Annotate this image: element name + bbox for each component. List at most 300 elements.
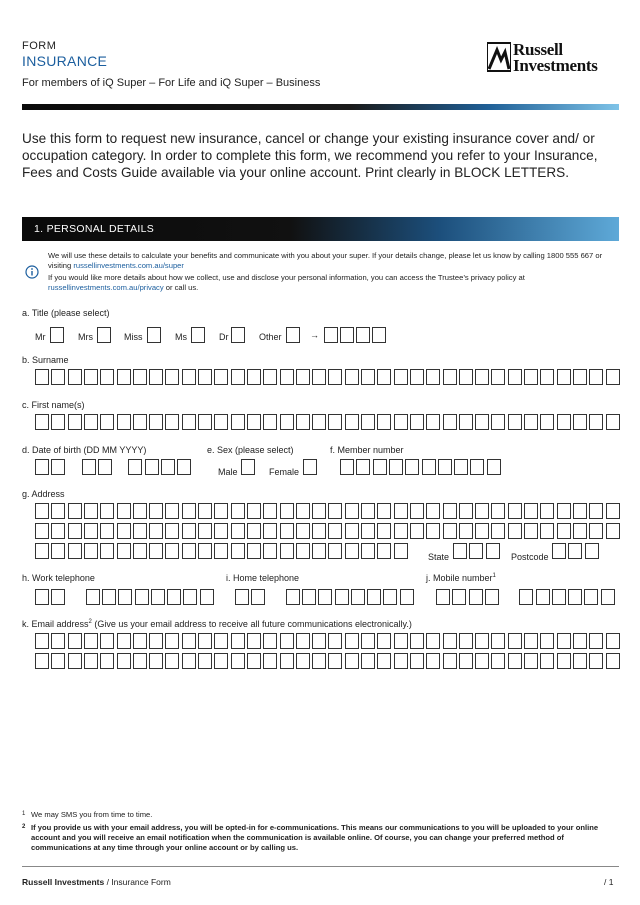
address-char-box[interactable] xyxy=(280,543,294,559)
work-phone-char-box[interactable] xyxy=(183,589,197,605)
dob-char-box[interactable] xyxy=(177,459,191,475)
email-char-box[interactable] xyxy=(35,633,49,649)
email-char-box[interactable] xyxy=(606,633,620,649)
first-name-char-box[interactable] xyxy=(68,414,82,430)
home-phone-char-box[interactable] xyxy=(302,589,316,605)
address-char-box[interactable] xyxy=(247,503,261,519)
other-title-box[interactable] xyxy=(356,327,370,343)
address-char-box[interactable] xyxy=(345,523,359,539)
postcode-char-box[interactable] xyxy=(552,543,566,559)
email-char-box[interactable] xyxy=(410,653,424,669)
address-char-box[interactable] xyxy=(214,543,228,559)
email-char-box[interactable] xyxy=(491,633,505,649)
email-char-box[interactable] xyxy=(296,653,310,669)
first-name-char-box[interactable] xyxy=(377,414,391,430)
email-char-box[interactable] xyxy=(149,633,163,649)
surname-char-box[interactable] xyxy=(280,369,294,385)
surname-char-box[interactable] xyxy=(247,369,261,385)
address-char-box[interactable] xyxy=(296,523,310,539)
email-char-box[interactable] xyxy=(557,653,571,669)
address-char-box[interactable] xyxy=(100,523,114,539)
member-number-char-box[interactable] xyxy=(422,459,436,475)
address-char-box[interactable] xyxy=(410,503,424,519)
dob-char-box[interactable] xyxy=(51,459,65,475)
member-number-char-box[interactable] xyxy=(438,459,452,475)
address-char-box[interactable] xyxy=(84,523,98,539)
address-char-box[interactable] xyxy=(540,503,554,519)
member-number-char-box[interactable] xyxy=(487,459,501,475)
address-char-box[interactable] xyxy=(165,523,179,539)
address-char-box[interactable] xyxy=(394,503,408,519)
address-char-box[interactable] xyxy=(606,503,620,519)
email-char-box[interactable] xyxy=(68,653,82,669)
address-char-box[interactable] xyxy=(410,523,424,539)
email-char-box[interactable] xyxy=(524,653,538,669)
member-number-char-box[interactable] xyxy=(454,459,468,475)
work-phone-char-box[interactable] xyxy=(86,589,100,605)
email-char-box[interactable] xyxy=(117,633,131,649)
title-mr-checkbox[interactable] xyxy=(50,327,64,343)
email-char-box[interactable] xyxy=(394,653,408,669)
first-name-char-box[interactable] xyxy=(589,414,603,430)
surname-char-box[interactable] xyxy=(540,369,554,385)
email-char-box[interactable] xyxy=(410,633,424,649)
member-number-char-box[interactable] xyxy=(389,459,403,475)
first-name-char-box[interactable] xyxy=(557,414,571,430)
address-char-box[interactable] xyxy=(133,503,147,519)
work-phone-char-box[interactable] xyxy=(35,589,49,605)
email-char-box[interactable] xyxy=(345,653,359,669)
address-char-box[interactable] xyxy=(524,503,538,519)
title-miss-checkbox[interactable] xyxy=(147,327,161,343)
surname-char-box[interactable] xyxy=(133,369,147,385)
work-phone-char-box[interactable] xyxy=(51,589,65,605)
address-char-box[interactable] xyxy=(247,523,261,539)
address-char-box[interactable] xyxy=(345,503,359,519)
email-char-box[interactable] xyxy=(296,633,310,649)
email-char-box[interactable] xyxy=(280,633,294,649)
address-char-box[interactable] xyxy=(35,523,49,539)
email-char-box[interactable] xyxy=(573,633,587,649)
address-char-box[interactable] xyxy=(51,523,65,539)
address-char-box[interactable] xyxy=(573,503,587,519)
home-phone-char-box[interactable] xyxy=(251,589,265,605)
email-char-box[interactable] xyxy=(214,653,228,669)
surname-char-box[interactable] xyxy=(508,369,522,385)
first-name-char-box[interactable] xyxy=(84,414,98,430)
first-name-char-box[interactable] xyxy=(198,414,212,430)
first-name-char-box[interactable] xyxy=(491,414,505,430)
address-char-box[interactable] xyxy=(394,543,408,559)
email-char-box[interactable] xyxy=(149,653,163,669)
surname-char-box[interactable] xyxy=(198,369,212,385)
email-char-box[interactable] xyxy=(312,633,326,649)
dob-char-box[interactable] xyxy=(82,459,96,475)
address-char-box[interactable] xyxy=(377,523,391,539)
surname-char-box[interactable] xyxy=(606,369,620,385)
address-char-box[interactable] xyxy=(443,503,457,519)
email-char-box[interactable] xyxy=(182,653,196,669)
privacy-link[interactable]: russellinvestments.com.au/privacy xyxy=(48,283,164,292)
surname-char-box[interactable] xyxy=(165,369,179,385)
dob-char-box[interactable] xyxy=(128,459,142,475)
email-char-box[interactable] xyxy=(165,633,179,649)
first-name-char-box[interactable] xyxy=(312,414,326,430)
first-name-char-box[interactable] xyxy=(149,414,163,430)
first-name-char-box[interactable] xyxy=(361,414,375,430)
address-char-box[interactable] xyxy=(100,543,114,559)
first-name-char-box[interactable] xyxy=(51,414,65,430)
email-char-box[interactable] xyxy=(589,633,603,649)
surname-char-box[interactable] xyxy=(100,369,114,385)
surname-char-box[interactable] xyxy=(573,369,587,385)
work-phone-char-box[interactable] xyxy=(135,589,149,605)
address-char-box[interactable] xyxy=(182,503,196,519)
address-char-box[interactable] xyxy=(51,503,65,519)
address-char-box[interactable] xyxy=(198,503,212,519)
email-char-box[interactable] xyxy=(394,633,408,649)
address-char-box[interactable] xyxy=(361,523,375,539)
address-char-box[interactable] xyxy=(182,523,196,539)
email-char-box[interactable] xyxy=(361,653,375,669)
mobile-char-box[interactable] xyxy=(601,589,615,605)
mobile-char-box[interactable] xyxy=(552,589,566,605)
email-char-box[interactable] xyxy=(231,653,245,669)
first-name-char-box[interactable] xyxy=(345,414,359,430)
postcode-char-box[interactable] xyxy=(585,543,599,559)
address-char-box[interactable] xyxy=(149,503,163,519)
email-char-box[interactable] xyxy=(491,653,505,669)
email-char-box[interactable] xyxy=(84,653,98,669)
title-dr-checkbox[interactable] xyxy=(231,327,245,343)
address-char-box[interactable] xyxy=(312,523,326,539)
address-char-box[interactable] xyxy=(280,523,294,539)
address-char-box[interactable] xyxy=(231,503,245,519)
email-char-box[interactable] xyxy=(573,653,587,669)
dob-char-box[interactable] xyxy=(35,459,49,475)
surname-char-box[interactable] xyxy=(475,369,489,385)
surname-char-box[interactable] xyxy=(459,369,473,385)
email-char-box[interactable] xyxy=(84,633,98,649)
address-char-box[interactable] xyxy=(573,523,587,539)
email-char-box[interactable] xyxy=(443,653,457,669)
first-name-char-box[interactable] xyxy=(606,414,620,430)
email-char-box[interactable] xyxy=(475,653,489,669)
address-char-box[interactable] xyxy=(100,503,114,519)
address-char-box[interactable] xyxy=(377,543,391,559)
sex-male-checkbox[interactable] xyxy=(241,459,255,475)
email-char-box[interactable] xyxy=(524,633,538,649)
other-title-box[interactable] xyxy=(340,327,354,343)
address-char-box[interactable] xyxy=(345,543,359,559)
work-phone-char-box[interactable] xyxy=(118,589,132,605)
email-char-box[interactable] xyxy=(361,633,375,649)
surname-char-box[interactable] xyxy=(328,369,342,385)
email-char-box[interactable] xyxy=(540,633,554,649)
email-char-box[interactable] xyxy=(312,653,326,669)
first-name-char-box[interactable] xyxy=(133,414,147,430)
email-char-box[interactable] xyxy=(133,633,147,649)
address-char-box[interactable] xyxy=(280,503,294,519)
address-char-box[interactable] xyxy=(149,523,163,539)
address-char-box[interactable] xyxy=(540,523,554,539)
first-name-char-box[interactable] xyxy=(443,414,457,430)
address-char-box[interactable] xyxy=(491,523,505,539)
home-phone-char-box[interactable] xyxy=(351,589,365,605)
email-char-box[interactable] xyxy=(508,653,522,669)
work-phone-char-box[interactable] xyxy=(200,589,214,605)
address-char-box[interactable] xyxy=(589,503,603,519)
address-char-box[interactable] xyxy=(524,523,538,539)
first-name-char-box[interactable] xyxy=(100,414,114,430)
work-phone-char-box[interactable] xyxy=(151,589,165,605)
email-char-box[interactable] xyxy=(263,653,277,669)
dob-char-box[interactable] xyxy=(145,459,159,475)
surname-char-box[interactable] xyxy=(117,369,131,385)
home-phone-char-box[interactable] xyxy=(367,589,381,605)
first-name-char-box[interactable] xyxy=(508,414,522,430)
address-char-box[interactable] xyxy=(606,523,620,539)
address-char-box[interactable] xyxy=(296,503,310,519)
surname-char-box[interactable] xyxy=(394,369,408,385)
address-char-box[interactable] xyxy=(589,523,603,539)
first-name-char-box[interactable] xyxy=(410,414,424,430)
dob-char-box[interactable] xyxy=(98,459,112,475)
email-char-box[interactable] xyxy=(459,633,473,649)
email-char-box[interactable] xyxy=(328,633,342,649)
first-name-char-box[interactable] xyxy=(573,414,587,430)
dob-char-box[interactable] xyxy=(161,459,175,475)
first-name-char-box[interactable] xyxy=(475,414,489,430)
address-char-box[interactable] xyxy=(68,543,82,559)
address-char-box[interactable] xyxy=(296,543,310,559)
email-char-box[interactable] xyxy=(540,653,554,669)
address-char-box[interactable] xyxy=(475,503,489,519)
home-phone-char-box[interactable] xyxy=(383,589,397,605)
first-name-char-box[interactable] xyxy=(263,414,277,430)
first-name-char-box[interactable] xyxy=(296,414,310,430)
home-phone-char-box[interactable] xyxy=(286,589,300,605)
mobile-char-box[interactable] xyxy=(485,589,499,605)
surname-char-box[interactable] xyxy=(312,369,326,385)
first-name-char-box[interactable] xyxy=(459,414,473,430)
work-phone-char-box[interactable] xyxy=(167,589,181,605)
email-char-box[interactable] xyxy=(182,633,196,649)
address-char-box[interactable] xyxy=(35,503,49,519)
surname-char-box[interactable] xyxy=(68,369,82,385)
address-char-box[interactable] xyxy=(328,503,342,519)
super-link[interactable]: russellinvestments.com.au/super xyxy=(73,261,184,270)
first-name-char-box[interactable] xyxy=(394,414,408,430)
address-char-box[interactable] xyxy=(198,523,212,539)
address-char-box[interactable] xyxy=(133,543,147,559)
email-char-box[interactable] xyxy=(508,633,522,649)
address-char-box[interactable] xyxy=(377,503,391,519)
first-name-char-box[interactable] xyxy=(247,414,261,430)
email-char-box[interactable] xyxy=(51,633,65,649)
address-char-box[interactable] xyxy=(35,543,49,559)
address-char-box[interactable] xyxy=(328,523,342,539)
address-char-box[interactable] xyxy=(443,523,457,539)
address-char-box[interactable] xyxy=(214,523,228,539)
address-char-box[interactable] xyxy=(51,543,65,559)
state-char-box[interactable] xyxy=(486,543,500,559)
surname-char-box[interactable] xyxy=(182,369,196,385)
address-char-box[interactable] xyxy=(165,503,179,519)
email-char-box[interactable] xyxy=(247,633,261,649)
home-phone-char-box[interactable] xyxy=(318,589,332,605)
address-char-box[interactable] xyxy=(361,543,375,559)
first-name-char-box[interactable] xyxy=(214,414,228,430)
surname-char-box[interactable] xyxy=(524,369,538,385)
first-name-char-box[interactable] xyxy=(426,414,440,430)
first-name-char-box[interactable] xyxy=(35,414,49,430)
surname-char-box[interactable] xyxy=(149,369,163,385)
address-char-box[interactable] xyxy=(508,523,522,539)
home-phone-char-box[interactable] xyxy=(400,589,414,605)
surname-char-box[interactable] xyxy=(426,369,440,385)
email-char-box[interactable] xyxy=(377,633,391,649)
mobile-char-box[interactable] xyxy=(436,589,450,605)
email-char-box[interactable] xyxy=(214,633,228,649)
address-char-box[interactable] xyxy=(84,503,98,519)
mobile-char-box[interactable] xyxy=(519,589,533,605)
postcode-char-box[interactable] xyxy=(568,543,582,559)
email-char-box[interactable] xyxy=(328,653,342,669)
surname-char-box[interactable] xyxy=(296,369,310,385)
surname-char-box[interactable] xyxy=(491,369,505,385)
email-char-box[interactable] xyxy=(557,633,571,649)
address-char-box[interactable] xyxy=(312,503,326,519)
email-char-box[interactable] xyxy=(133,653,147,669)
address-char-box[interactable] xyxy=(231,543,245,559)
surname-char-box[interactable] xyxy=(214,369,228,385)
address-char-box[interactable] xyxy=(182,543,196,559)
member-number-char-box[interactable] xyxy=(340,459,354,475)
address-char-box[interactable] xyxy=(117,503,131,519)
email-char-box[interactable] xyxy=(198,633,212,649)
address-char-box[interactable] xyxy=(165,543,179,559)
member-number-char-box[interactable] xyxy=(405,459,419,475)
address-char-box[interactable] xyxy=(68,503,82,519)
member-number-char-box[interactable] xyxy=(470,459,484,475)
sex-female-checkbox[interactable] xyxy=(303,459,317,475)
first-name-char-box[interactable] xyxy=(328,414,342,430)
address-char-box[interactable] xyxy=(133,523,147,539)
surname-char-box[interactable] xyxy=(231,369,245,385)
email-char-box[interactable] xyxy=(345,633,359,649)
first-name-char-box[interactable] xyxy=(524,414,538,430)
surname-char-box[interactable] xyxy=(557,369,571,385)
email-char-box[interactable] xyxy=(198,653,212,669)
address-char-box[interactable] xyxy=(361,503,375,519)
email-char-box[interactable] xyxy=(589,653,603,669)
surname-char-box[interactable] xyxy=(377,369,391,385)
address-char-box[interactable] xyxy=(459,503,473,519)
state-char-box[interactable] xyxy=(469,543,483,559)
first-name-char-box[interactable] xyxy=(117,414,131,430)
surname-char-box[interactable] xyxy=(51,369,65,385)
address-char-box[interactable] xyxy=(459,523,473,539)
email-char-box[interactable] xyxy=(68,633,82,649)
email-char-box[interactable] xyxy=(426,633,440,649)
other-title-box[interactable] xyxy=(372,327,386,343)
address-char-box[interactable] xyxy=(475,523,489,539)
surname-char-box[interactable] xyxy=(35,369,49,385)
email-char-box[interactable] xyxy=(35,653,49,669)
address-char-box[interactable] xyxy=(68,523,82,539)
email-char-box[interactable] xyxy=(426,653,440,669)
address-char-box[interactable] xyxy=(328,543,342,559)
home-phone-char-box[interactable] xyxy=(235,589,249,605)
title-mrs-checkbox[interactable] xyxy=(97,327,111,343)
email-char-box[interactable] xyxy=(459,653,473,669)
address-char-box[interactable] xyxy=(198,543,212,559)
surname-char-box[interactable] xyxy=(84,369,98,385)
surname-char-box[interactable] xyxy=(345,369,359,385)
surname-char-box[interactable] xyxy=(589,369,603,385)
email-char-box[interactable] xyxy=(280,653,294,669)
email-char-box[interactable] xyxy=(606,653,620,669)
email-char-box[interactable] xyxy=(443,633,457,649)
first-name-char-box[interactable] xyxy=(540,414,554,430)
other-title-box[interactable] xyxy=(324,327,338,343)
email-char-box[interactable] xyxy=(231,633,245,649)
email-char-box[interactable] xyxy=(117,653,131,669)
address-char-box[interactable] xyxy=(149,543,163,559)
address-char-box[interactable] xyxy=(84,543,98,559)
address-char-box[interactable] xyxy=(263,543,277,559)
email-char-box[interactable] xyxy=(100,633,114,649)
mobile-char-box[interactable] xyxy=(469,589,483,605)
address-char-box[interactable] xyxy=(263,523,277,539)
email-char-box[interactable] xyxy=(263,633,277,649)
title-ms-checkbox[interactable] xyxy=(191,327,205,343)
member-number-char-box[interactable] xyxy=(373,459,387,475)
surname-char-box[interactable] xyxy=(361,369,375,385)
mobile-char-box[interactable] xyxy=(568,589,582,605)
email-char-box[interactable] xyxy=(165,653,179,669)
mobile-char-box[interactable] xyxy=(536,589,550,605)
email-char-box[interactable] xyxy=(51,653,65,669)
title-other-checkbox[interactable] xyxy=(286,327,300,343)
member-number-char-box[interactable] xyxy=(356,459,370,475)
email-char-box[interactable] xyxy=(247,653,261,669)
address-char-box[interactable] xyxy=(394,523,408,539)
surname-char-box[interactable] xyxy=(443,369,457,385)
mobile-char-box[interactable] xyxy=(584,589,598,605)
first-name-char-box[interactable] xyxy=(165,414,179,430)
email-char-box[interactable] xyxy=(475,633,489,649)
address-char-box[interactable] xyxy=(231,523,245,539)
address-char-box[interactable] xyxy=(426,503,440,519)
first-name-char-box[interactable] xyxy=(280,414,294,430)
address-char-box[interactable] xyxy=(263,503,277,519)
address-char-box[interactable] xyxy=(491,503,505,519)
address-char-box[interactable] xyxy=(426,523,440,539)
state-char-box[interactable] xyxy=(453,543,467,559)
address-char-box[interactable] xyxy=(117,523,131,539)
address-char-box[interactable] xyxy=(247,543,261,559)
home-phone-char-box[interactable] xyxy=(335,589,349,605)
address-char-box[interactable] xyxy=(557,523,571,539)
surname-char-box[interactable] xyxy=(263,369,277,385)
address-char-box[interactable] xyxy=(508,503,522,519)
work-phone-char-box[interactable] xyxy=(102,589,116,605)
address-char-box[interactable] xyxy=(117,543,131,559)
first-name-char-box[interactable] xyxy=(182,414,196,430)
address-char-box[interactable] xyxy=(312,543,326,559)
